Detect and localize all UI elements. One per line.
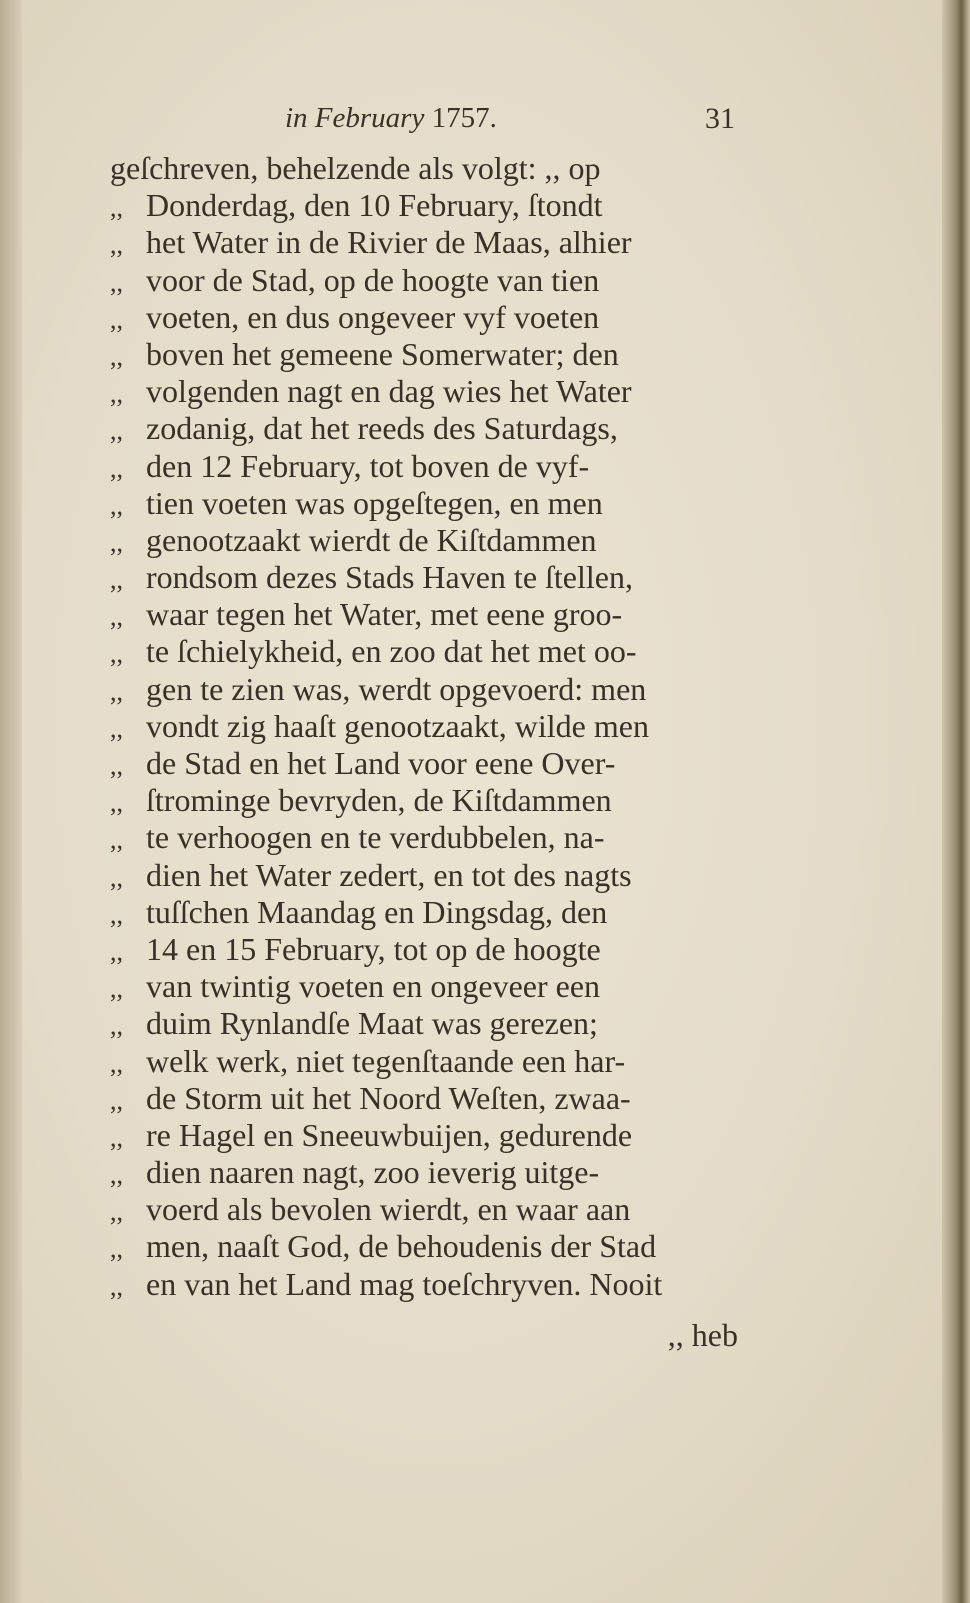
line-text: rondsom dezes Stads Haven te ſtellen, [146,559,633,596]
text-line [110,894,750,931]
quote-mark: ,, [110,676,123,706]
quote-mark: ,, [110,899,123,929]
text-line [110,745,750,782]
text-line [110,522,750,559]
quote-mark: ,, [110,193,123,223]
quote-mark: ,, [110,1085,123,1115]
line-text: 14 en 15 February, tot op de hoogte [146,930,601,967]
quote-mark: ,, [110,974,123,1004]
quote-mark: ,, [110,602,123,632]
text-line [110,671,750,708]
running-head-title: in February [285,102,425,134]
text-line [110,299,750,336]
quote-mark: ,, [110,490,123,520]
text-line [110,708,750,745]
text-line [110,187,750,224]
line-text: dien het Water zedert, en tot des nagts [146,856,632,893]
line-text: het Water in de Rivier de Maas, alhier [146,224,632,261]
text-line [110,485,750,522]
line-text: geſchreven, behelzende als volgt: ,, op [110,150,601,186]
text-line [110,410,750,447]
running-head-year: 1757. [431,102,497,134]
line-text: tien voeten was opgeſtegen, en men [146,484,603,521]
line-text: duim Rynlandſe Maat was gerezen; [146,1005,598,1042]
line-text: volgenden nagt en dag wies het Water [146,373,632,410]
page-number: 31 [705,102,735,135]
text-line [110,1080,750,1117]
text-line [110,1154,750,1191]
text-line [110,559,750,596]
line-text: vondt zig haaſt genootzaakt, wilde men [146,707,649,744]
line-text: de Stad en het Land voor eene Over- [146,745,616,781]
line-text: tuſſchen Maandag en Dingsdag, den [146,893,608,930]
text-line [110,448,750,485]
quote-mark: ,, [110,751,123,780]
text-line [110,1266,750,1303]
quote-mark: ,, [110,527,123,557]
line-text: te verhoogen en te verdubbelen, na- [146,819,605,856]
quote-mark: ,, [110,825,123,855]
text-line [110,819,750,856]
line-text: welk werk, niet tegenſtaande een har- [146,1042,626,1079]
quote-mark: ,, [110,1160,123,1190]
text-line [110,931,750,968]
text-line [110,1191,750,1228]
line-text: Donderdag, den 10 February, ſtondt [146,187,603,224]
text-line [110,782,750,819]
running-head [285,102,497,135]
line-text: voeten, en dus ongeveer vyf voeten [146,298,600,335]
quote-mark: ,, [110,1011,123,1041]
quote-mark: ,, [110,1271,123,1301]
line-text: waar tegen het Water, met eene groo- [146,596,623,633]
text-line [110,1228,750,1265]
quote-mark: ,, [110,453,123,483]
text-line [110,1005,750,1042]
catchword: ,, heb [667,1317,738,1353]
quote-mark: ,, [110,230,123,260]
line-text: den 12 February, tot boven de vyf- [146,447,590,484]
text-line [110,968,750,1005]
text-line [110,262,750,299]
quote-mark: ,, [110,379,123,409]
line-text: te ſchielykheid, en zoo dat het met oo- [146,633,637,670]
text-line [110,857,750,894]
quote-mark: ,, [110,936,123,966]
line-text: voor de Stad, op de hoogte van tien [146,261,600,298]
quote-mark: ,, [110,862,123,892]
quote-mark: ,, [110,713,123,743]
line-text: genootzaakt wierdt de Kiſtdammen [146,521,597,558]
line-text: de Storm uit het Noord Weſten, zwaa- [146,1079,631,1116]
quote-mark: ,, [110,788,123,818]
quote-mark: ,, [110,565,123,595]
line-text: gen te zien was, werdt opgevoerd: men [146,670,647,707]
text-line [110,224,750,261]
text-line [110,150,750,187]
quoted-lines [110,187,750,1303]
line-text: boven het gemeene Somerwater; den [146,335,619,372]
line-text: ſtrominge bevryden, de Kiſtdammen [146,782,612,819]
text-line [110,633,750,670]
quote-mark: ,, [110,639,123,669]
line-text: men, naaſt God, de behoudenis der Stad [146,1228,657,1265]
quote-mark: ,, [110,1234,123,1264]
text-line [110,373,750,410]
line-text: dien naaren nagt, zoo ieverig uitge- [146,1154,600,1191]
line-text: en van het Land mag toeſchryven. Nooit [146,1265,663,1302]
text-line [110,336,750,373]
page-header [285,98,735,138]
text-line [110,1117,750,1154]
quote-mark: ,, [110,1197,123,1227]
quote-mark: ,, [110,341,123,371]
text-line [110,1043,750,1080]
line-text: voerd als bevolen wierdt, en waar aan [146,1191,631,1228]
body-text [110,150,750,1303]
quote-mark: ,, [110,267,123,297]
text-line [110,596,750,633]
line-text: van twintig voeten en ongeveer een [146,968,601,1005]
quote-mark: ,, [110,1048,123,1078]
quote-mark: ,, [110,304,123,334]
quote-mark: ,, [110,416,123,446]
line-text: zodanig, dat het reeds des Saturdags, [146,410,618,447]
quote-mark: ,, [110,1122,123,1152]
line-text: re Hagel en Sneeuwbuijen, gedurende [146,1116,633,1153]
page-edge [942,0,970,1603]
binding-gutter [0,0,22,1603]
